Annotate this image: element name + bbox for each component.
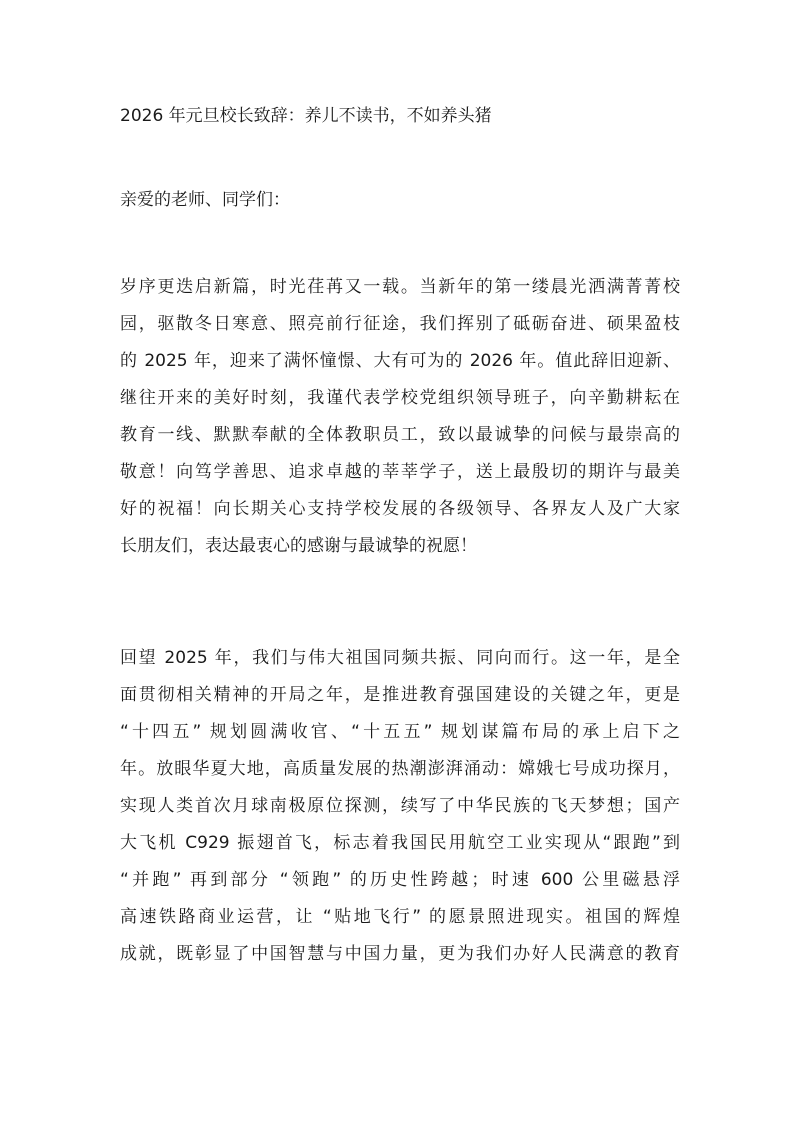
document-title: 2026 年元旦校长致辞：养儿不读书，不如养头猪 [120,106,492,126]
paragraph-line: 年。放眼华夏大地，高质量发展的热潮澎湃涌动：嫦娥七号成功探月， [120,759,680,779]
paragraph-line: “并跑” 再到部分 “领跑” 的历史性跨越；时速 600 公里磁悬浮 [120,870,680,890]
paragraph-line: 好的祝福！向长期关心支持学校发展的各级领导、各界友人及广大家 [120,499,680,519]
paragraph-line: “十四五” 规划圆满收官、“十五五” 规划谋篇布局的承上启下之 [120,722,680,742]
paragraph-line: 园，驱散冬日寒意、照亮前行征途，我们挥别了砥砺奋进、硕果盈枝 [120,314,680,334]
paragraph-line: 面贯彻相关精神的开局之年，是推进教育强国建设的关键之年，更是 [120,685,680,705]
paragraph-line: 敬意！向笃学善思、追求卓越的莘莘学子，送上最殷切的期许与最美 [120,462,680,482]
paragraph-line: 成就，既彰显了中国智慧与中国力量，更为我们办好人民满意的教育 [120,944,680,964]
paragraph-line: 长朋友们，表达最衷心的感谢与最诚挚的祝愿！ [120,536,477,556]
salutation: 亲爱的老师、同学们： [120,190,290,210]
paragraph-line: 的 2025 年，迎来了满怀憧憬、大有可为的 2026 年。值此辞旧迎新、 [120,351,680,371]
paragraph-line: 大飞机 C929 振翅首飞，标志着我国民用航空工业实现从“跟跑”到 [120,833,680,853]
paragraph-2 [120,640,680,973]
paragraph-line: 教育一线、默默奉献的全体教职员工，致以最诚挚的问候与最崇高的 [120,425,680,445]
paragraph-line: 回望 2025 年，我们与伟大祖国同频共振、同向而行。这一年，是全 [120,648,680,668]
paragraph-line: 继往开来的美好时刻，我谨代表学校党组织领导班子，向辛勤耕耘在 [120,388,680,408]
paragraph-line: 实现人类首次月球南极原位探测，续写了中华民族的飞天梦想；国产 [120,796,680,816]
paragraph-1 [120,269,680,565]
paragraph-line: 高速铁路商业运营，让 “贴地飞行” 的愿景照进现实。祖国的辉煌 [120,907,680,927]
paragraph-line: 岁序更迭启新篇，时光荏苒又一载。当新年的第一缕晨光洒满菁菁校 [120,277,680,297]
